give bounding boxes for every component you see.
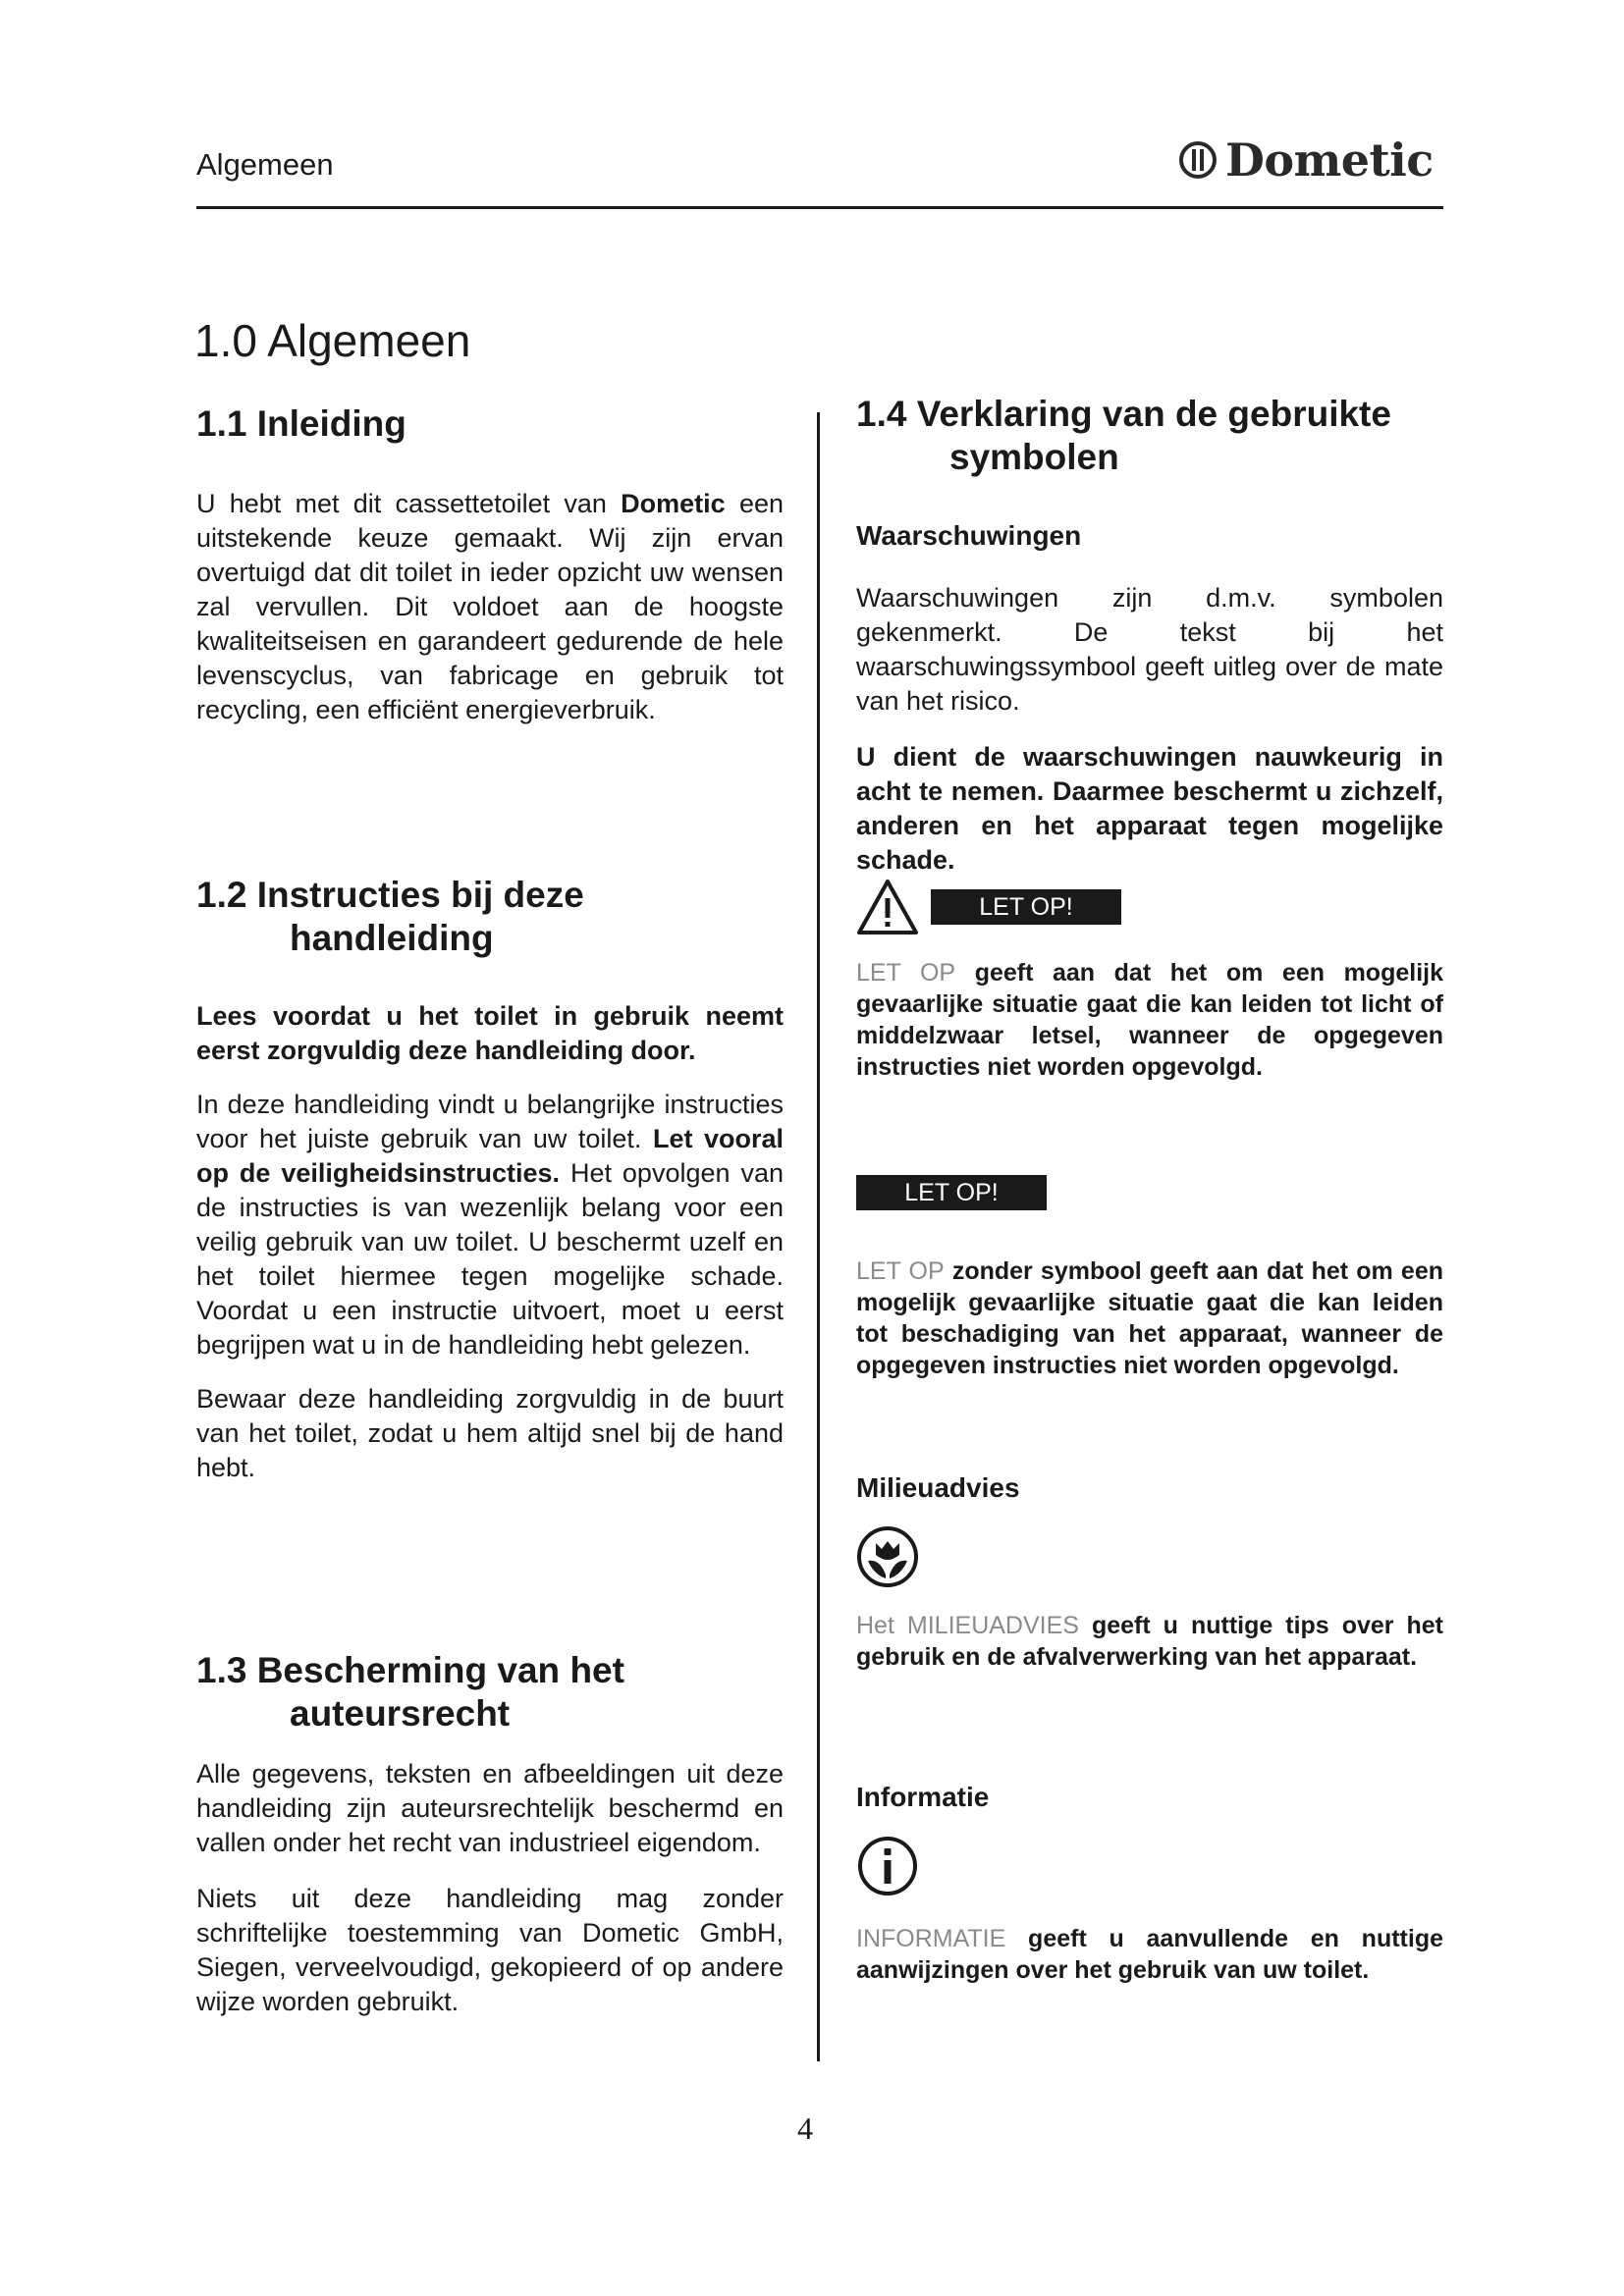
page-title: 1.0 Algemeen bbox=[194, 315, 471, 366]
section-1-1-title: 1.1 Inleiding bbox=[196, 403, 406, 444]
letop-with-symbol bbox=[856, 879, 1443, 1083]
warnings-paragraph: Waarschuwingen zijn d.m.v. symbolen gekenmerkt. De tekst bij het waarschuwingssymbool geeft uitleg over de mate van het risico. bbox=[856, 583, 1443, 716]
header-rule bbox=[196, 206, 1443, 209]
section-1-3 bbox=[196, 1649, 784, 2019]
warnings-heading: Waarschuwingen bbox=[856, 520, 1082, 551]
information-heading: Informatie bbox=[856, 1782, 990, 1812]
section-1-4-title: 1.4 Verklaring van de gebruikte symbolen bbox=[856, 394, 1391, 477]
brand-logo bbox=[1178, 133, 1434, 187]
section-1-4 bbox=[856, 393, 1443, 479]
warnings-block bbox=[856, 520, 1443, 878]
letop-badge: LET OP! bbox=[931, 889, 1121, 925]
section-1-2-paragraph-2: Bewaar deze handleiding zorgvuldig in de buurt van het toilet, zodat u hem altijd snel bij de hand hebt. bbox=[196, 1384, 784, 1482]
environment-tulip-icon bbox=[856, 1525, 919, 1588]
dometic-logo-icon bbox=[1178, 140, 1218, 180]
section-1-2 bbox=[196, 874, 784, 1485]
letop-plain-description: LET OP zonder symbool geeft aan dat het om een mogelijk gevaarlijke situatie gaat die kan leiden tot beschadiging van het apparaat, wanneer de opgegeven instructies niet worden opgevolgd. bbox=[856, 1257, 1443, 1379]
page-number: 4 bbox=[797, 2110, 813, 2146]
information-description: INFORMATIE geeft u aanvullende en nuttige aanwijzingen over het gebruik van uw toilet. bbox=[856, 1925, 1443, 1984]
information-icon bbox=[856, 1835, 919, 1897]
header-section-label: Algemeen bbox=[196, 147, 334, 182]
section-1-3-title: 1.3 Bescherming van het auteursrecht bbox=[196, 1650, 624, 1734]
dometic-brand-mention: Dometic bbox=[621, 489, 726, 518]
environment-description: Het MILIEUADVIES geeft u nuttige tips over het gebruik en de afvalverwerking van het apparaat. bbox=[856, 1612, 1443, 1671]
section-1-3-paragraph-2: Niets uit deze handleiding mag zonder schriftelijke toestemming van Dometic GmbH, Siegen, verveelvoudigd, gekopieerd of op andere wijze worden gebruikt. bbox=[196, 1884, 784, 2016]
environment-heading: Milieuadvies bbox=[856, 1472, 1020, 1503]
letop-badge: LET OP! bbox=[856, 1175, 1047, 1210]
letop-description: LET OP geeft aan dat het om een mogelijk gevaarlijke situatie gaat die kan leiden tot licht of middelzwaar letsel, wanneer de opgegeven instructies niet worden opgevolgd. bbox=[856, 959, 1443, 1081]
brand-name: Dometic bbox=[1225, 133, 1434, 187]
section-1-2-intro: Lees voordat u het toilet in gebruik neemt eerst zorgvuldig deze handleiding door. bbox=[196, 1001, 784, 1065]
warnings-bold-paragraph: U dient de waarschuwingen nauwkeurig in acht te nemen. Daarmee beschermt u zichzelf, anderen en het apparaat tegen mogelijke schade. bbox=[856, 742, 1443, 875]
column-divider bbox=[817, 412, 820, 2061]
section-1-2-paragraph-1: In deze handleiding vindt u belangrijke instructies voor het juiste gebruik van uw toilet. Let vooral op de veiligheidsinstructies. Het opvolgen van de instructies is van wezenlijk belang voor een veilig gebruik van uw toilet. U beschermt uzelf en het toilet hiermee tegen mogelijke schade. Voordat u een instructie uitvoert, moet u eerst begrijpen wat u in de handleiding hebt gelezen. bbox=[196, 1090, 785, 1360]
section-1-1 bbox=[196, 402, 784, 727]
section-1-3-paragraph-1: Alle gegevens, teksten en afbeeldingen uit deze handleiding zijn auteursrechtelijk beschermd en vallen onder het recht van industrieel eigendom. bbox=[196, 1759, 784, 1857]
environment-block bbox=[856, 1472, 1443, 1673]
warning-triangle-icon bbox=[856, 879, 919, 935]
section-1-2-title: 1.2 Instructies bij deze handleiding bbox=[196, 875, 584, 958]
information-block bbox=[856, 1782, 1443, 1986]
section-1-1-paragraph: U hebt met dit cassettetoilet van Dometic een uitstekende keuze gemaakt. Wij zijn ervan overtuigd dat dit toilet in ieder opzicht uw wensen zal vervullen. Dit voldoet aan de hoogste kwaliteitseisen en garandeert gedurende de hele levenscyclus, van fabricage en gebruik tot recycling, een efficiënt energieverbruik. bbox=[196, 489, 784, 724]
letop-without-symbol bbox=[856, 1175, 1443, 1381]
